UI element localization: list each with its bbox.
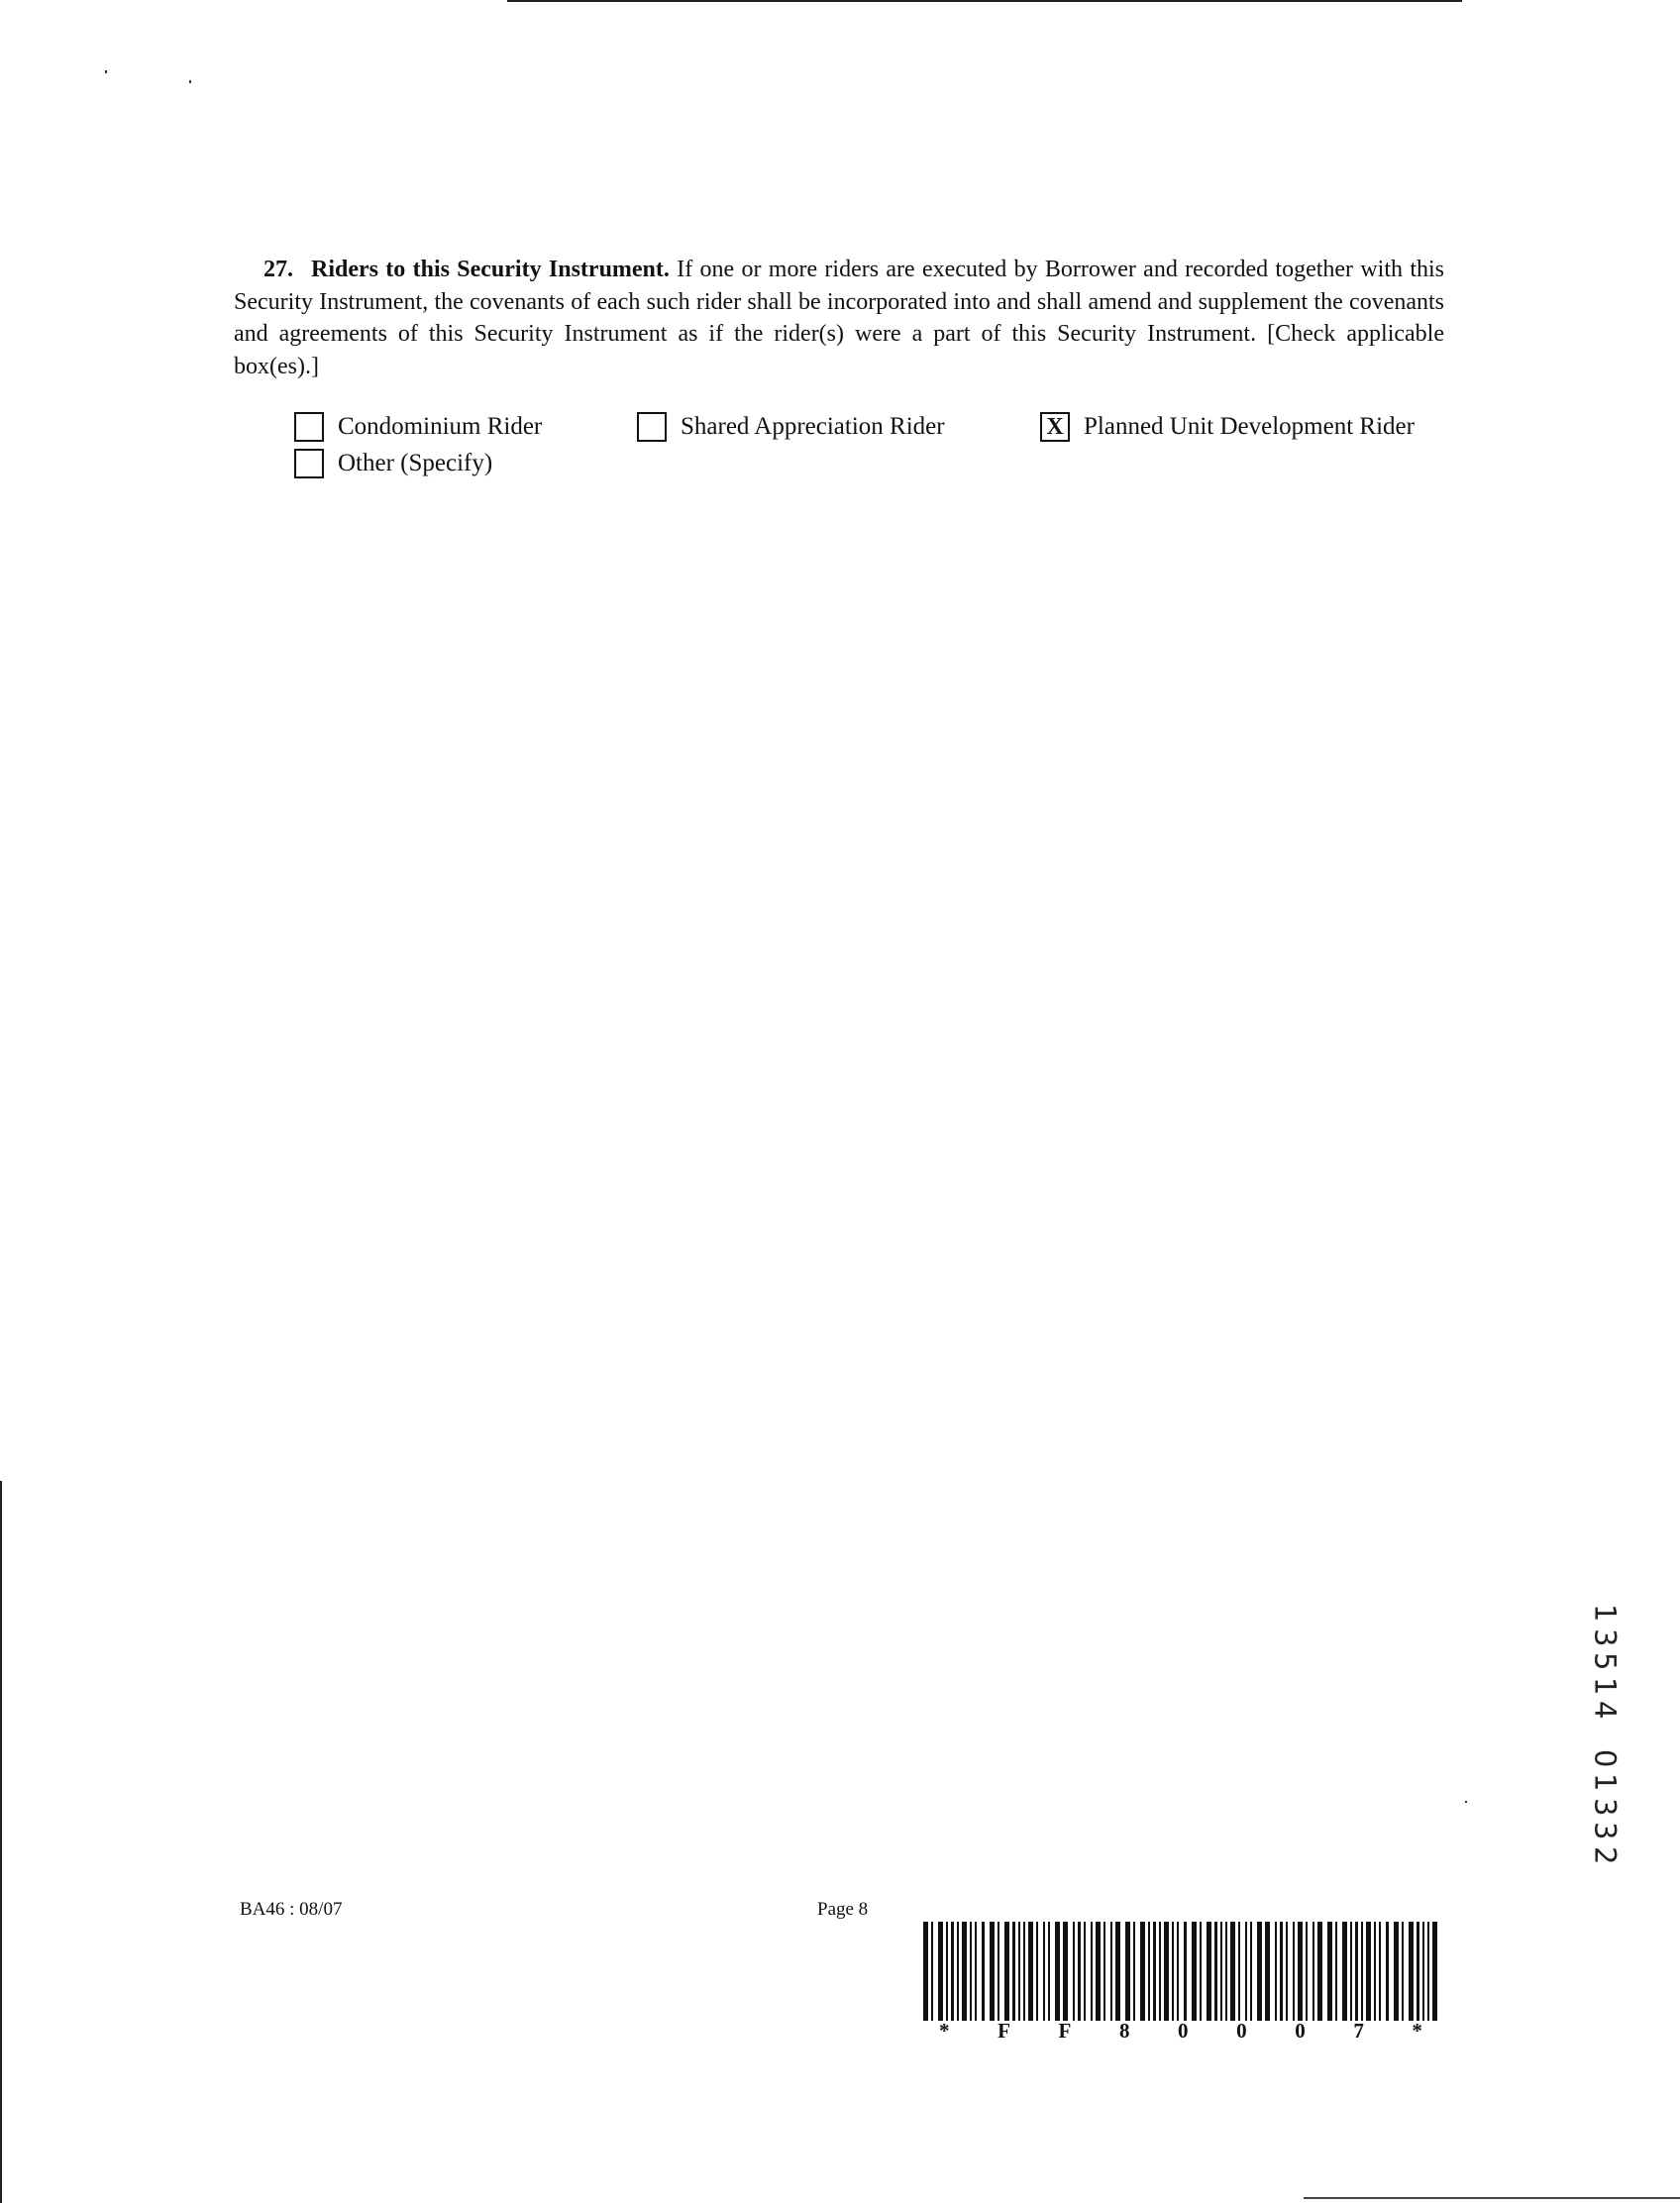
barcode-bar (1078, 1922, 1081, 2021)
barcode-bar (1293, 1922, 1295, 2021)
barcode-bar (1153, 1922, 1156, 2021)
left-edge-rule (0, 1481, 2, 2203)
barcode-bar (1177, 1922, 1179, 2021)
vertical-document-code (1585, 1601, 1625, 1867)
barcode-bar (1245, 1922, 1247, 2021)
barcode-bar (1327, 1922, 1332, 2021)
barcode-bar (1125, 1922, 1130, 2021)
barcode-bar (975, 1922, 977, 2021)
barcode-char: * (1412, 2019, 1422, 2043)
barcode-bar (1012, 1922, 1015, 2021)
barcode-bar (931, 1922, 933, 2021)
barcode-image (921, 1922, 1440, 2021)
barcode-char: 0 (1295, 2019, 1306, 2043)
planned-unit-development-rider-label: Planned Unit Development Rider (1084, 413, 1415, 440)
barcode-bar (1286, 1922, 1288, 2021)
side-code-digit: 1 (1588, 1676, 1623, 1695)
bottom-edge-rule (1304, 2197, 1680, 2199)
barcode-bar (1207, 1922, 1211, 2021)
barcode-bar (946, 1922, 948, 2021)
barcode-bar (1432, 1922, 1437, 2021)
barcode-bar (1036, 1922, 1038, 2021)
other-rider-label: Other (Specify) (338, 450, 493, 476)
barcode-bar (998, 1922, 999, 2021)
barcode-bar (1238, 1922, 1240, 2021)
shared-appreciation-rider-label: Shared Appreciation Rider (681, 413, 945, 440)
top-edge-rule (507, 0, 1462, 2)
rider-option-condominium (294, 412, 542, 442)
barcode-human-readable (921, 2019, 1440, 2044)
barcode-bar (1172, 1922, 1174, 2021)
barcode-bar (1225, 1922, 1227, 2021)
barcode-bar (1335, 1922, 1337, 2021)
barcode-bar (1004, 1922, 1009, 2021)
barcode-bar (1386, 1922, 1389, 2021)
barcode-bar (1280, 1922, 1283, 2021)
other-rider-checkbox[interactable] (294, 449, 324, 478)
barcode-bar (1148, 1922, 1150, 2021)
barcode-bar (1374, 1922, 1376, 2021)
barcode-bar (1427, 1922, 1429, 2021)
barcode-char: F (998, 2019, 1010, 2043)
barcode-bar (1055, 1922, 1060, 2021)
scan-speck (189, 80, 191, 83)
shared-appreciation-rider-checkbox[interactable] (637, 412, 667, 442)
barcode-bar (1350, 1922, 1352, 2021)
barcode-bar (1312, 1922, 1314, 2021)
rider-option-shared-appreciation (637, 412, 945, 442)
side-code-digit: 5 (1588, 1652, 1623, 1671)
barcode-bar (1417, 1922, 1419, 2021)
barcode-bar (1063, 1922, 1068, 2021)
barcode-bar (1115, 1922, 1120, 2021)
form-code: BA46 : 08/07 (240, 1899, 343, 1920)
barcode-bar (957, 1922, 959, 2021)
barcode-char: F (1058, 2019, 1072, 2043)
barcode-bar (1306, 1922, 1308, 2021)
barcode-bar (962, 1922, 967, 2021)
side-code-digit: 3 (1588, 1797, 1623, 1816)
barcode-bar (938, 1922, 943, 2021)
barcode-bar (923, 1922, 928, 2021)
barcode-bar (1342, 1922, 1347, 2021)
rider-option-other (294, 449, 492, 478)
scan-speck (1465, 1801, 1467, 1803)
page-number: Page 8 (817, 1899, 869, 1920)
barcode-bar (1298, 1922, 1303, 2021)
barcode-bar (1250, 1922, 1252, 2021)
barcode-bar (1018, 1922, 1020, 2021)
side-code-digit: 2 (1588, 1845, 1623, 1864)
barcode-bar (1159, 1922, 1161, 2021)
barcode-bar (1048, 1922, 1050, 2021)
barcode-bar (982, 1922, 985, 2021)
condominium-rider-checkbox[interactable] (294, 412, 324, 442)
section-body: If one or more riders are executed by Borrower and recorded together with this Security Instrument, the covenants of each such rider shall be incorporated into and shall amend and supplement the covenants and agreements of this Security Instrument as if the rider(s) were a part of this Security Instrument. [Check applicable box(es).] (234, 257, 1445, 379)
barcode-bar (1214, 1922, 1217, 2021)
barcode-bar (1409, 1922, 1414, 2021)
side-code-digit: 0 (1588, 1748, 1623, 1767)
barcode-bar (1140, 1922, 1145, 2021)
barcode-bar (1366, 1922, 1371, 2021)
barcode-bar (1192, 1922, 1197, 2021)
barcode-bar (1103, 1922, 1105, 2021)
barcode-bar (1028, 1922, 1033, 2021)
barcode-bar (1043, 1922, 1045, 2021)
side-code-digit: 3 (1588, 1627, 1623, 1646)
barcode-bar (970, 1922, 972, 2021)
barcode-bar (1422, 1922, 1424, 2021)
barcode-bar (1230, 1922, 1235, 2021)
barcode-bar (1394, 1922, 1399, 2021)
scan-speck (105, 70, 107, 73)
side-code-digit: 1 (1588, 1773, 1623, 1792)
barcode-bar (1133, 1922, 1135, 2021)
barcode-bar (990, 1922, 995, 2021)
barcode-bar (1379, 1922, 1381, 2021)
section-heading: Riders to this Security Instrument. (311, 257, 670, 282)
barcode-char: 8 (1118, 2019, 1130, 2043)
barcode-bar (1402, 1922, 1404, 2021)
barcode-bar (951, 1922, 954, 2021)
condominium-rider-label: Condominium Rider (338, 413, 543, 440)
barcode-bar (1275, 1922, 1277, 2021)
barcode-char: * (939, 2019, 950, 2043)
barcode-char: 0 (1236, 2019, 1247, 2043)
barcode-char: 7 (1353, 2019, 1364, 2043)
section-number: 27. (263, 257, 293, 282)
barcode-bar (1220, 1922, 1222, 2021)
barcode-bar (1317, 1922, 1322, 2021)
side-code-digit: 4 (1588, 1701, 1623, 1720)
barcode-bar (1164, 1922, 1169, 2021)
barcode-bar (1110, 1922, 1112, 2021)
barcode-bar (1184, 1922, 1187, 2021)
side-code-digit: 3 (1588, 1822, 1623, 1840)
barcode-bar (1355, 1922, 1358, 2021)
barcode-bar (1096, 1922, 1101, 2021)
barcode-bar (1023, 1922, 1025, 2021)
barcode-bar (1257, 1922, 1262, 2021)
barcode-bar (1361, 1922, 1363, 2021)
rider-option-planned-unit-development (1040, 412, 1415, 442)
barcode-bar (1073, 1922, 1075, 2021)
side-code-digit: 1 (1588, 1604, 1623, 1623)
planned-unit-development-rider-checkbox[interactable]: X (1040, 412, 1070, 442)
barcode-char: 0 (1178, 2019, 1189, 2043)
barcode-bar (1091, 1922, 1093, 2021)
barcode-bar (1200, 1922, 1202, 2021)
barcode-bar (1084, 1922, 1086, 2021)
barcode-bar (1265, 1922, 1270, 2021)
section-27 (234, 254, 1444, 382)
